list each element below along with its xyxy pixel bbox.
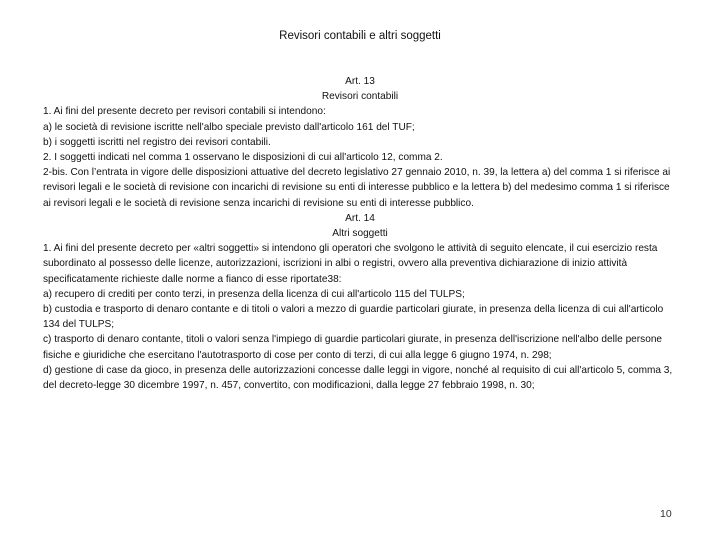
article-14-subheading: Altri soggetti xyxy=(332,228,388,240)
paragraph: a) recupero di crediti per conto terzi, in presenza della licenza di cui all'articolo 115 del TULPS; xyxy=(43,288,465,300)
paragraph: 1. Ai fini del presente decreto per «altri soggetti» si intendono gli operatori che svolgono le attività di seguito elencate, il cui esercizio resta subordinato al possesso delle licenze, autorizzazioni, iscrizioni in albi o registri, ovvero alla preventiva dichiarazione di inizio attività specificatamente richieste dalle norme a fianco di esse riportate38: xyxy=(43,243,658,285)
paragraph: 2-bis. Con l’entrata in vigore delle disposizioni attuative del decreto legislativo 27 gennaio 2010, n. 39, la lettera a) del comma 1 si riferisce ai revisori legali e le società di revisione con incarichi di revisione su enti di interesse pubblico e la lettera b) del medesimo comma 1 si riferisce ai revisori legali e le società di revisione senza incarichi di revisione su enti di interesse pubblico. xyxy=(43,167,671,209)
paragraph: b) custodia e trasporto di denaro contante e di titoli o valori a mezzo di guardie particolari giurate, in presenza della licenza di cui all'articolo 134 del TULPS; xyxy=(43,304,664,331)
document-body xyxy=(43,74,677,393)
page-number: 10 xyxy=(660,508,672,520)
page-title: Revisori contabili e altri soggetti xyxy=(279,30,441,42)
article-13-subheading: Revisori contabili xyxy=(321,91,399,103)
article-13-heading: Art. 13 xyxy=(345,76,375,87)
paragraph: a) le società di revisione iscritte nell'albo speciale previsto dall'articolo 161 del TUF; xyxy=(43,121,415,133)
paragraph: 2. I soggetti indicati nel comma 1 osservano le disposizioni di cui all'articolo 12, comma 2. xyxy=(43,152,443,164)
paragraph: 1. Ai fini del presente decreto per revisori contabili si intendono: xyxy=(43,106,326,118)
paragraph: c) trasporto di denaro contante, titoli o valori senza l'impiego di guardie particolari giurate, in presenza dell'iscrizione nell'albo delle persone fisiche e giuridiche che esercitano l'autotrasporto di cose per conto di terzi, di cui alla legge 6 giugno 1974, n. 298; xyxy=(43,334,663,361)
paragraph: d) gestione di case da gioco, in presenza delle autorizzazioni concesse dalle leggi in vigore, nonché al requisito di cui all'articolo 5, comma 3, del decreto-legge 30 dicembre 1997, n. 457, convertito, con modificazioni, dalla legge 27 febbraio 1998, n. 30; xyxy=(43,364,673,392)
paragraph: b) i soggetti iscritti nel registro dei revisori contabili. xyxy=(43,136,271,148)
article-14-heading: Art. 14 xyxy=(345,212,375,224)
